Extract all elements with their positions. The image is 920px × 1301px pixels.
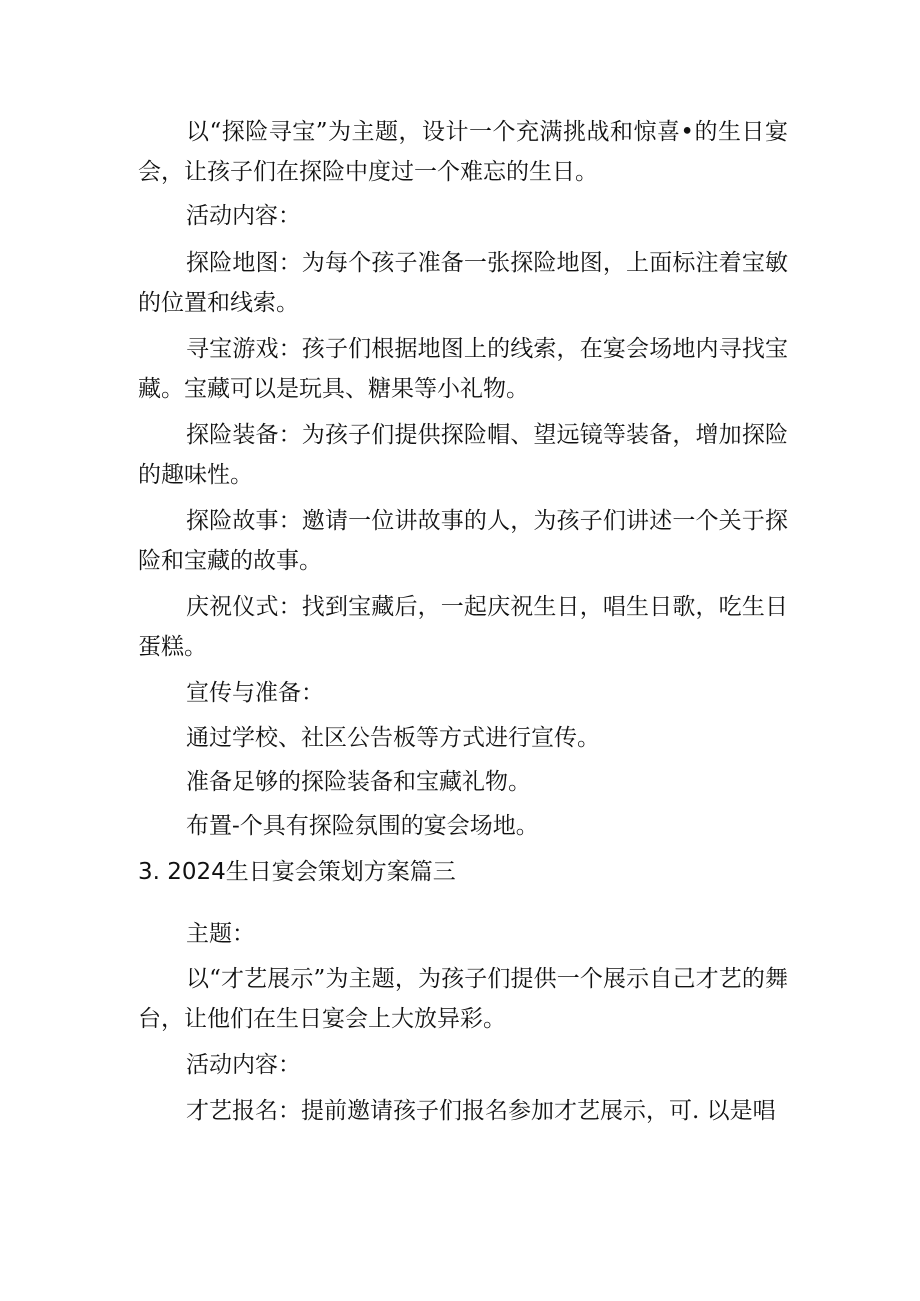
paragraph-activity-heading: 活动内容： xyxy=(186,203,301,229)
paragraph-equipment: 探险装备：为孩子们提供探险帽、望远镜等装备，增加探险的趣味性。 xyxy=(138,422,788,488)
paragraph-theme-intro: 以“探险寻宝”为主题，设计一个充满挑战和惊喜•的生日宴会，让孩子们在探险中度过一个难忘的生日。 xyxy=(138,119,788,185)
paragraph-theme-label: 主题： xyxy=(186,921,255,947)
paragraph-venue: 布置-个具有探险氛围的宴会场地。 xyxy=(186,813,539,839)
paragraph-treasure-game: 寻宝游戏：孩子们根据地图上的线索，在宴会场地内寻找宝藏。宝藏可以是玩具、糖果等小礼物。 xyxy=(138,336,788,402)
paragraph-promotion: 通过学校、社区公告板等方式进行宣传。 xyxy=(186,725,600,751)
paragraph-treasure-map: 探险地图：为每个孩子准备一张探险地图，上面标注着宝敏的位置和线索。 xyxy=(138,250,788,316)
paragraph-activity-heading-2: 活动内容： xyxy=(186,1052,301,1078)
paragraph-story: 探险故事：邀请一位讲故事的人，为孩子们讲述一个关于探险和宝藏的故事。 xyxy=(138,508,788,574)
paragraph-celebration: 庆祝仪式：找到宝藏后，一起庆祝生日，唱生日歌，吃生日蛋糕。 xyxy=(138,594,788,660)
paragraph-prepare: 准备足够的探险装备和宝藏礼物。 xyxy=(186,769,531,795)
paragraph-promotion-heading: 宣传与准备： xyxy=(186,680,324,706)
paragraph-talent-intro: 以“才艺展示”为主题，为孩子们提供一个展示自己才艺的舞台，让他们在生日宴会上大放异彩。 xyxy=(138,966,788,1032)
paragraph-talent-signup: 才艺报名：提前邀请孩子们报名参加才艺展示，可. 以是唱 xyxy=(186,1098,776,1124)
section-heading: 3. 2024生日宴会策划方案篇三 xyxy=(138,859,456,885)
